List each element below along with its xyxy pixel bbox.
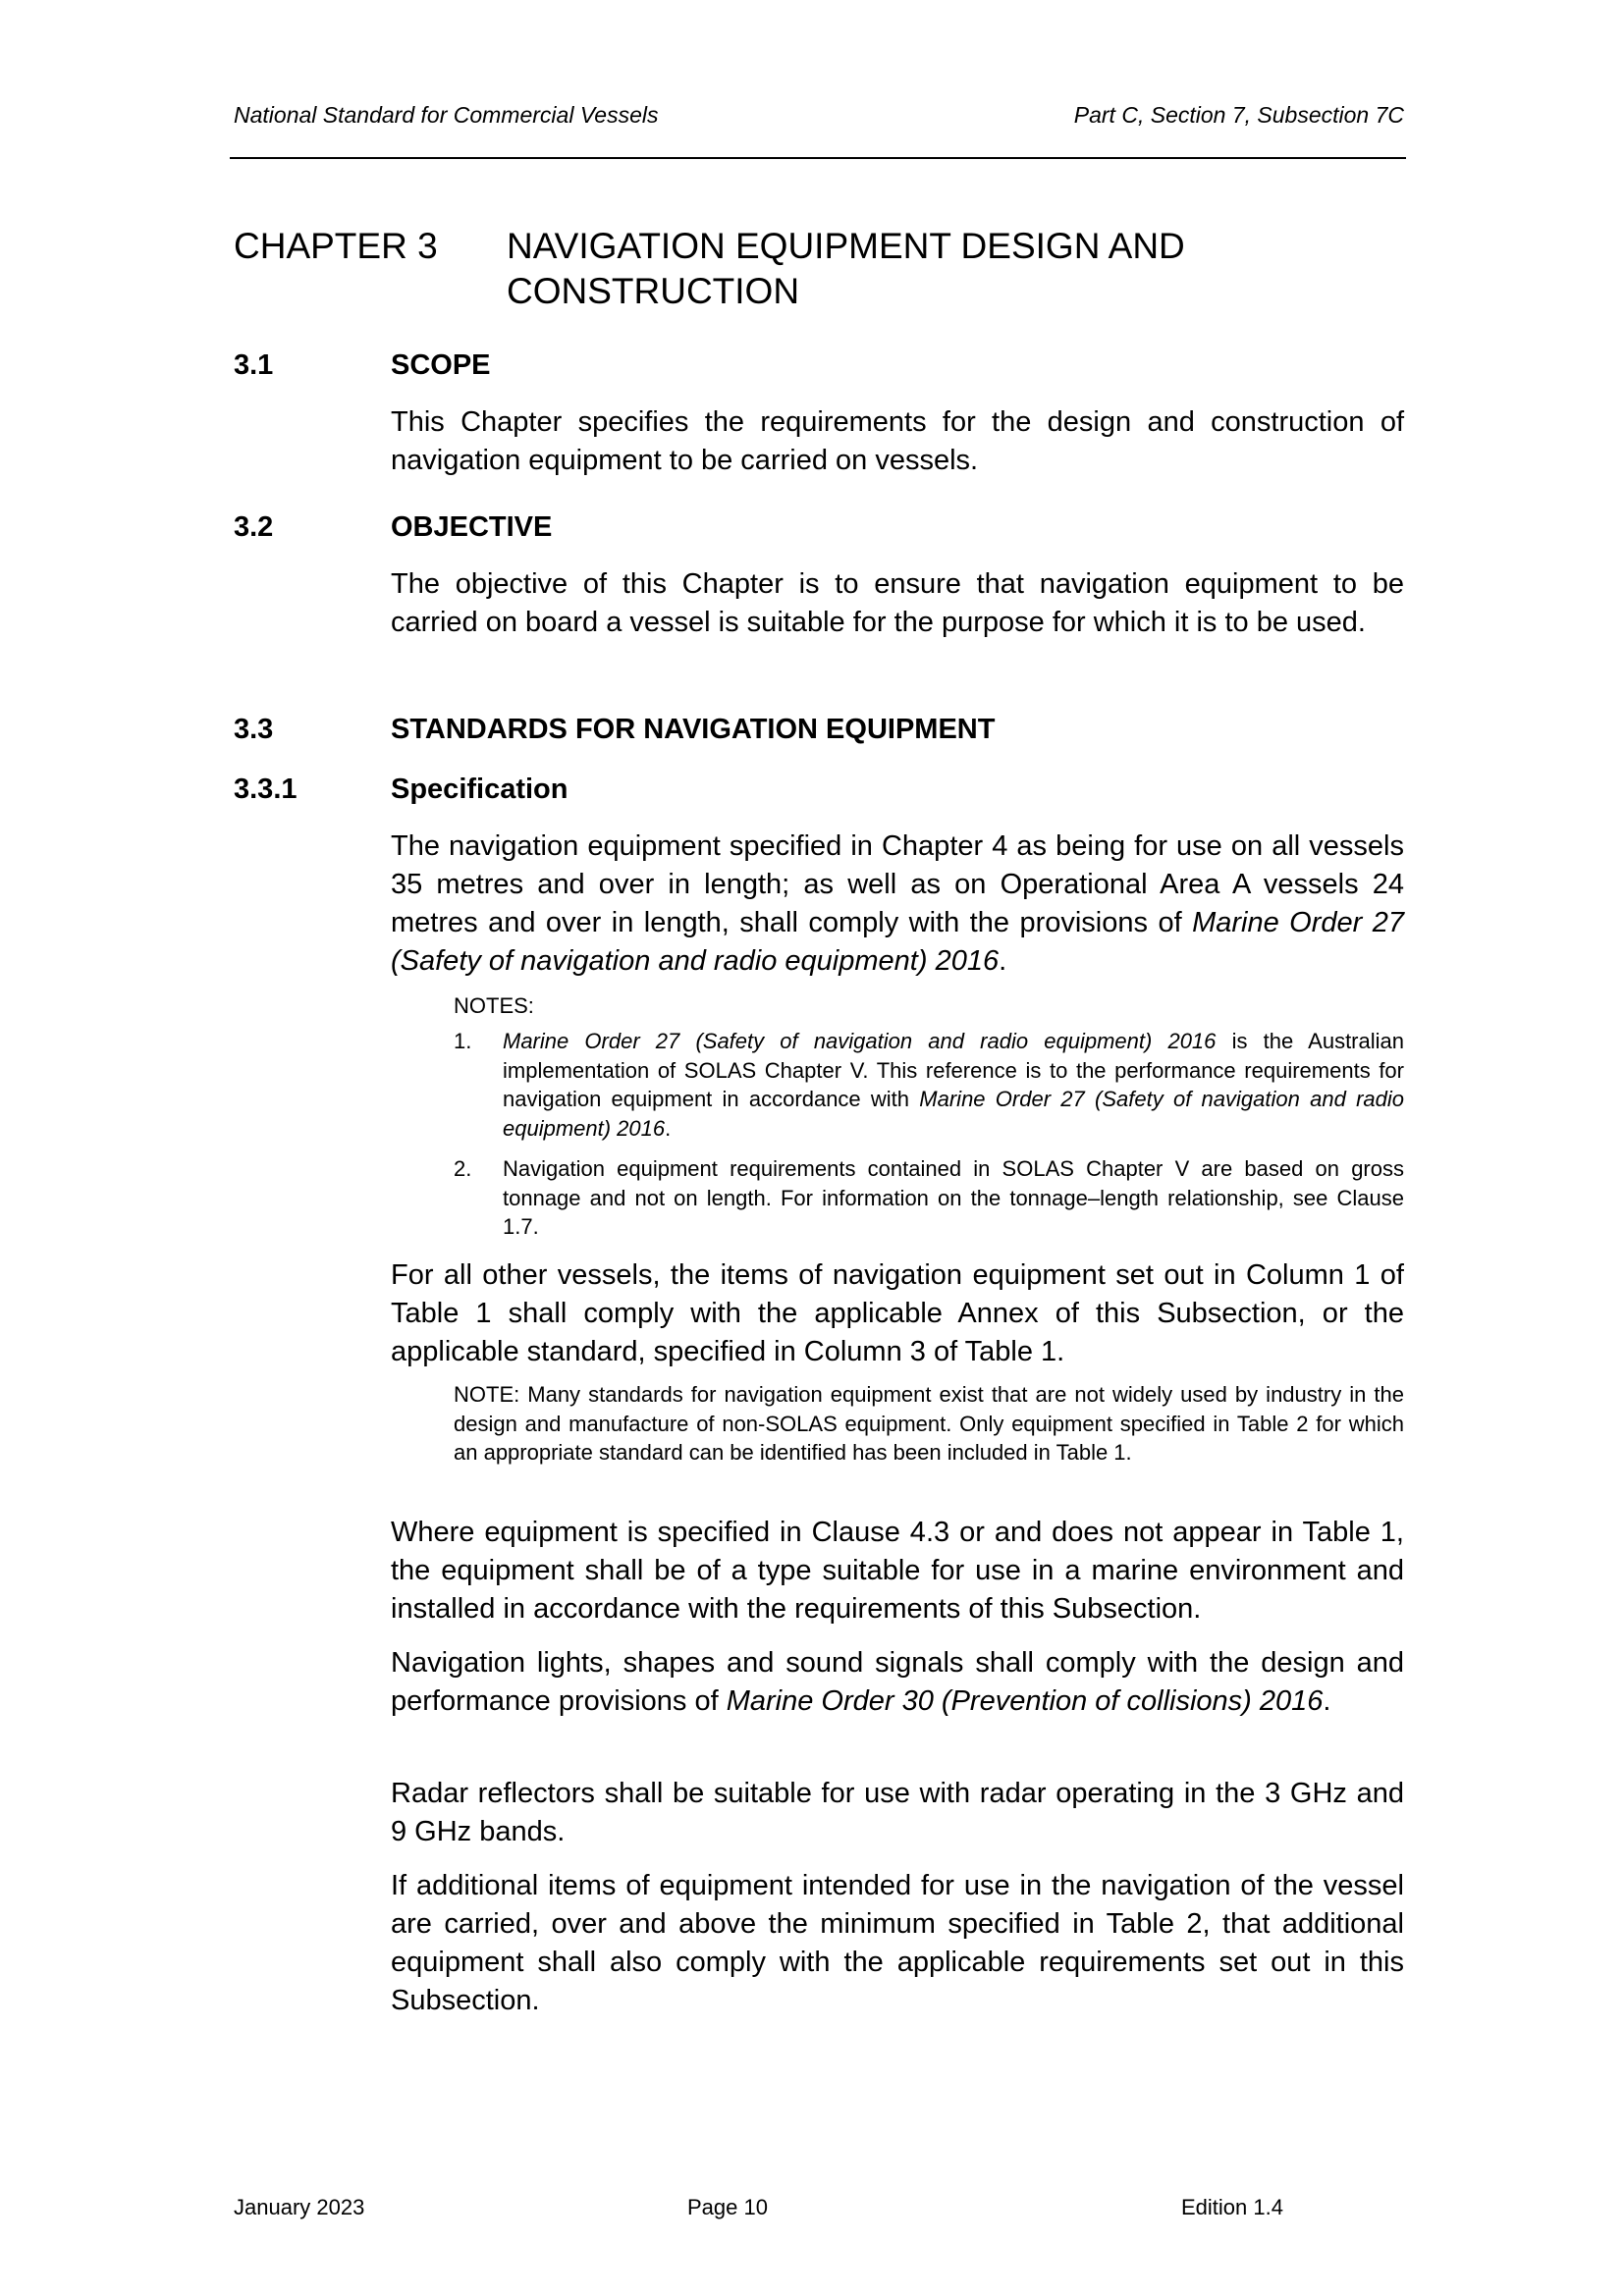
note-1-reference-2: Marine Order 27 (Safety of navigation and radio equipment) 2016 (503, 1087, 1404, 1141)
scope-paragraph: This Chapter specifies the requirements for the design and construction of navigation equipment to be carried on vessels. (391, 406, 1404, 476)
spec-paragraph-6: If additional items of equipment intended for use in the navigation of the vessel are carried, over and above the minimum specified in Table 2, that additional equipment shall also comply with the applicable requirements set out in this Subsection. (391, 1870, 1404, 2016)
spec-paragraph-2: For all other vessels, the items of navigation equipment set out in Column 1 of Table 1 shall comply with the applicable Annex of this Subsection, or the applicable standard, specified in Column 3 of Table 1. (391, 1259, 1404, 1367)
note-1-middle: is the Australian implementation of SOLAS Chapter V. This reference is to the performance requirements for navigation equipment in accordance with (503, 1029, 1404, 1111)
footer-page: Page 10 (687, 2195, 768, 2219)
note-number: 2. (454, 1156, 472, 1181)
section-title: STANDARDS FOR NAVIGATION EQUIPMENT (391, 714, 996, 745)
chapter-title: NAVIGATION EQUIPMENT DESIGN AND CONSTRUCTION (507, 226, 1185, 311)
note-1-reference: Marine Order 27 (Safety of navigation and radio equipment) 2016 (503, 1029, 1217, 1053)
objective-paragraph: The objective of this Chapter is to ensure that navigation equipment to be carried on board a vessel is suitable for the purpose for which it is to be used. (391, 568, 1404, 638)
spec-paragraph-1 (391, 828, 1404, 981)
spec-p1-reference: Marine Order 27 (Safety of navigation and radio equipment) 2016 (391, 907, 1404, 977)
running-header-left: National Standard for Commercial Vessels (234, 102, 659, 128)
header-rule (230, 157, 1406, 159)
spec-p4-reference: Marine Order 30 (Prevention of collisions) 2016 (726, 1685, 1324, 1717)
subsection-title: Specification (391, 774, 568, 805)
section-number: 3.2 (234, 511, 274, 543)
spec-paragraph-3: Where equipment is specified in Clause 4.3 or and does not appear in Table 1, the equipment shall be of a type suitable for use in a marine environment and installed in accordance with the requirements of this Subsection. (391, 1517, 1404, 1625)
spec-p1-end: . (999, 945, 1007, 977)
footer-date: January 2023 (234, 2195, 365, 2219)
spec-paragraph-4 (391, 1644, 1404, 1721)
spec-p4-text: Navigation lights, shapes and sound signals shall comply with the design and performance provisions of (391, 1647, 1404, 1717)
section-title: OBJECTIVE (391, 511, 553, 543)
running-header-right: Part C, Section 7, Subsection 7C (1073, 102, 1404, 128)
subsection-number: 3.3.1 (234, 774, 298, 805)
spec-paragraph-5: Radar reflectors shall be suitable for use with radar operating in the 3 GHz and 9 GHz bands. (391, 1778, 1404, 1847)
section-title: SCOPE (391, 349, 491, 381)
note-2-text: Navigation equipment requirements contained in SOLAS Chapter V are based on gross tonnage and not on length. For information on the tonnage–length relationship, see Clause 1.7. (503, 1156, 1404, 1239)
chapter-number: CHAPTER 3 (234, 226, 438, 266)
note-1-text (503, 1027, 1404, 1143)
note-1-end: . (665, 1115, 672, 1141)
footer-edition: Edition 1.4 (1181, 2195, 1283, 2219)
section-number: 3.3 (234, 714, 274, 745)
note-3-text: NOTE: Many standards for navigation equipment exist that are not widely used by industry in the design and manufacture of non-SOLAS equipment. Only equipment specified in Table 2 for which an appropriate standard can be identified has been included in Table 1. (454, 1382, 1404, 1465)
spec-p1-text: The navigation equipment specified in Chapter 4 as being for use on all vessels 35 metres and over in length; as well as on Operational Area A vessels 24 metres and over in length, shall comply with the provisions of (391, 830, 1404, 938)
section-number: 3.1 (234, 349, 274, 381)
note-number: 1. (454, 1029, 472, 1053)
spec-p4-end: . (1323, 1685, 1331, 1717)
notes-label: NOTES: (454, 993, 534, 1018)
